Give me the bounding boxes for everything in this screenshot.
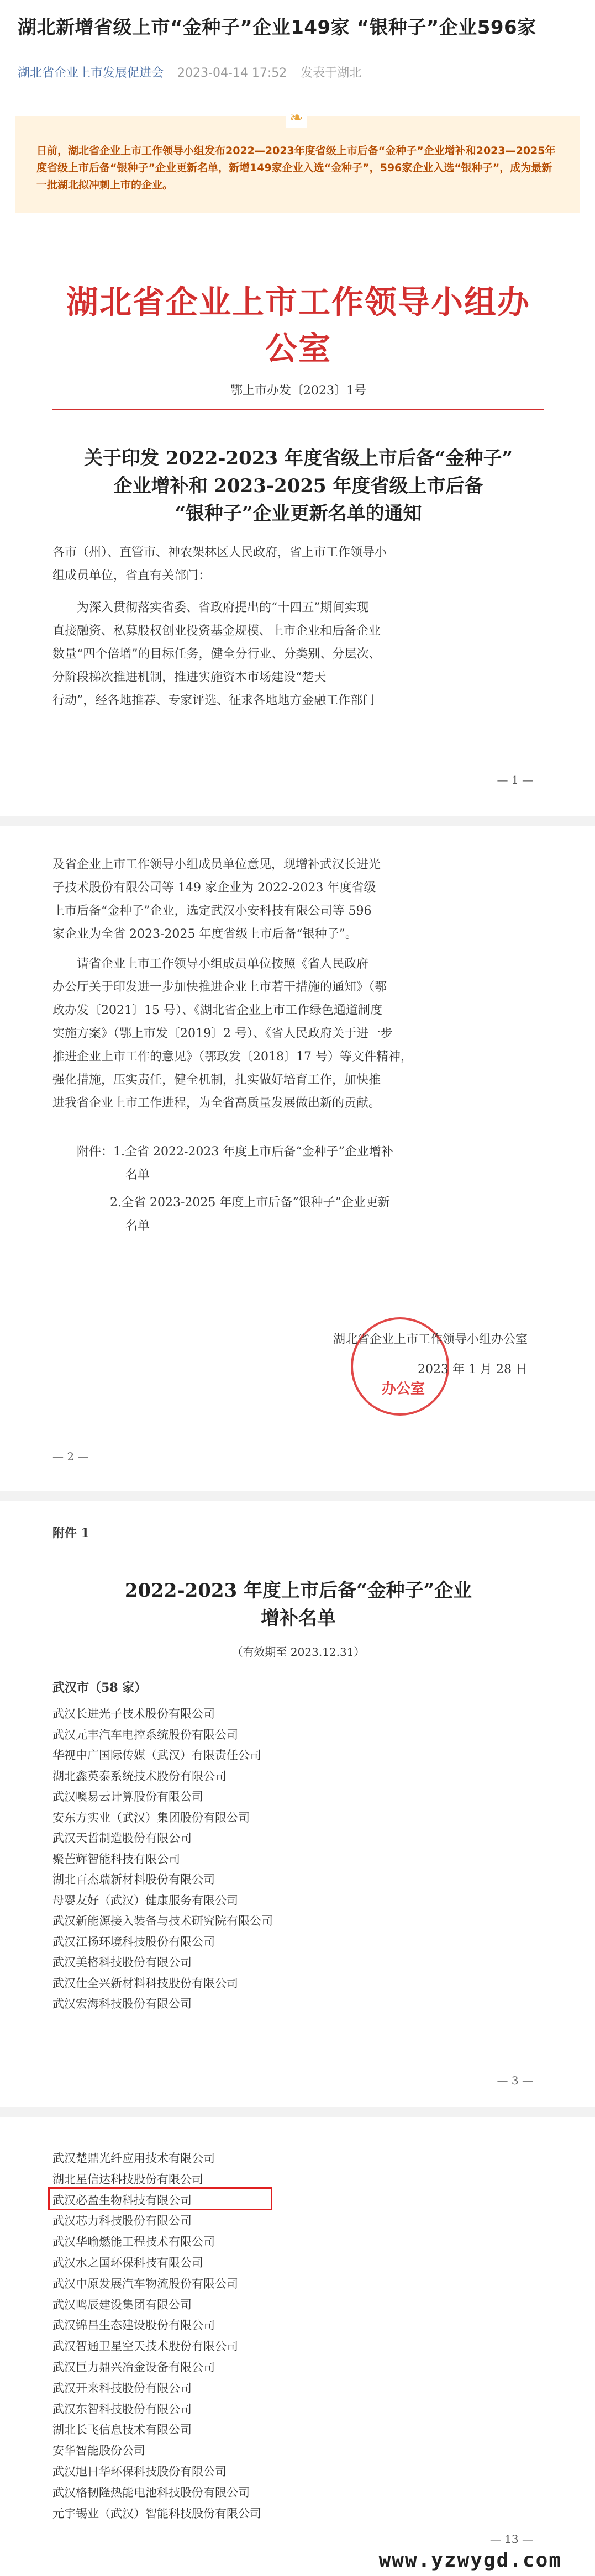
list-item: 聚芒辉智能科技有限公司 — [52, 1852, 180, 1866]
para-line: 及省企业上市工作领导小组成员单位意见，现增补武汉长进光 — [52, 858, 381, 872]
doc-title — [52, 445, 544, 527]
list-item: 武汉智通卫星空天技术股份有限公司 — [52, 2340, 238, 2353]
page-number: — 2 — — [52, 1450, 89, 1463]
sign-date: 2023 年 1 月 28 日 — [418, 1363, 528, 1376]
doc-title-line: 关于印发 2022-2023 年度省级上市后备“金种子” — [83, 447, 513, 469]
list-item: 武汉格韧隆热能电池科技股份有限公司 — [52, 2485, 250, 2499]
list-item: 湖北百杰瑞新材料股份有限公司 — [52, 1873, 215, 1886]
annex-title-line: 增补名单 — [261, 1607, 336, 1629]
list-item: 湖北长飞信息技术有限公司 — [52, 2423, 192, 2437]
paragraph-1 — [52, 597, 544, 712]
para-line: 强化措施，压实责任，健全机制，扎实做好培育工作，加快推 — [52, 1073, 381, 1087]
list-item: 武汉元丰汽车电控系统股份有限公司 — [52, 1728, 238, 1741]
article-title: 湖北新增省级上市“金种子”企业149家 “银种子”企业596家 — [18, 17, 536, 39]
para-line: 直接融资、私募股权创业投资基金规模、上市企业和后备企业 — [52, 624, 381, 638]
summary-text: 日前，湖北省企业上市工作领导小组发布2022—2023年度省级上市后备“金种子”企业增补和2023—2025年度省级上市后备“银种子”企业更新名单，新增149家企业入选“金种子”，596家企业入选“银种子”，成为最新一批湖北拟冲刺上市的企业。 — [36, 145, 556, 191]
publish-time: 2023-04-14 17:52 — [177, 66, 287, 80]
para-line: 政办发〔2021〕15 号）、《湖北省企业上市工作绿色通道制度 — [52, 1004, 382, 1017]
page-number: — 13 — — [489, 2532, 533, 2546]
annex-title — [52, 1577, 544, 1632]
para-line: 组成员单位，省直有关部门： — [52, 569, 211, 583]
para-line: 上市后备“金种子”企业，选定武汉小安科技有限公司等 596 — [52, 904, 372, 918]
page-number: — 3 — — [497, 2074, 533, 2087]
doc-title-line: 企业增补和 2023-2025 年度省级上市后备 — [113, 475, 483, 497]
doc-page-3 — [52, 1505, 544, 2104]
swallow-icon: ❧ — [286, 108, 307, 128]
list-item: 元宇锡业（武汉）智能科技股份有限公司 — [52, 2506, 261, 2520]
list-item: 华视中广国际传媒（武汉）有限责任公司 — [52, 1749, 261, 1762]
list-item: 武汉华喻燃能工程技术有限公司 — [52, 2235, 215, 2249]
list-item: 武汉水之国环保科技有限公司 — [52, 2256, 203, 2269]
doc-page-4 — [52, 2121, 544, 2576]
list-item: 武汉中原发展汽车物流股份有限公司 — [52, 2277, 238, 2290]
summary-box — [15, 116, 580, 213]
annex-label: 附件 1 — [52, 1526, 89, 1540]
para-line: 请省企业上市工作领导小组成员单位按照《省人民政府 — [77, 957, 369, 971]
para-line: 推进企业上市工作的意见》（鄂政发〔2018〕17 号）等文件精神， — [52, 1050, 413, 1064]
list-item: 武汉美格科技股份有限公司 — [52, 1956, 192, 1969]
city-header: 武汉市（58 家） — [52, 1681, 147, 1695]
attachment-line: 名单 — [125, 1168, 150, 1182]
list-item: 母婴友好（武汉）健康服务有限公司 — [52, 1893, 238, 1907]
para-line: 办公厅关于印发进一步加快推进企业上市若干措施的通知》（鄂 — [52, 980, 387, 994]
article-header — [0, 0, 595, 97]
para-line: 为深入贯彻落实省委、省政府提出的“十四五”期间实现 — [77, 601, 369, 615]
para-line: 行动”，经各地推荐、专家评选、征求各地地方金融工作部门 — [52, 694, 375, 708]
attachment-line: 名单 — [125, 1219, 150, 1233]
attachment-line: 2.全省 2023-2025 年度上市后备“银种子”企业更新 — [110, 1196, 390, 1210]
para-line: 数量“四个倍增”的目标任务，健全分行业、分类别、分层次、 — [52, 647, 381, 661]
para-line: 家企业为全省 2023-2025 年度省级上市后备“银种子”。 — [52, 927, 357, 941]
paragraph-3 — [52, 953, 544, 1115]
list-item: 武汉东智科技股份有限公司 — [52, 2402, 192, 2416]
doc-page-2 — [52, 831, 544, 1488]
annex-validity: （有效期至 2023.12.31） — [231, 1645, 365, 1659]
list-item: 武汉锦昌生态建设股份有限公司 — [52, 2319, 215, 2332]
salutation — [52, 541, 544, 588]
list-item: 武汉噢易云计算股份有限公司 — [52, 1790, 203, 1803]
list-item: 安华智能股份公司 — [52, 2444, 145, 2458]
watermark: www.yzwygd.com — [378, 2549, 562, 2572]
seal-text: 办公室 — [382, 1381, 425, 1397]
list-item: 武汉鸣辰建设集团有限公司 — [52, 2298, 192, 2311]
page-gap — [0, 2107, 595, 2117]
publish-location: 发表于湖北 — [301, 66, 362, 80]
sign-block — [240, 1328, 528, 1381]
doc-number: 鄂上市办发〔2023〕1号 — [230, 384, 366, 398]
list-item: 武汉长进光子技术股份有限公司 — [52, 1707, 215, 1720]
company-list-1 — [52, 1704, 273, 2015]
list-item: 武汉新能源接入装备与技术研究院有限公司 — [52, 1914, 273, 1928]
list-item-highlighted: 武汉必盈生物科技有限公司 — [52, 2193, 192, 2207]
annex-title-line: 2022-2023 年度上市后备“金种子”企业 — [124, 1580, 472, 1602]
list-item: 武汉天哲制造股份有限公司 — [52, 1831, 192, 1845]
list-item: 武汉开来科技股份有限公司 — [52, 2381, 192, 2395]
list-item: 武汉仕全兴新材料科技股份有限公司 — [52, 1976, 238, 1990]
red-rule — [52, 409, 544, 410]
page-number: — 1 — — [497, 773, 533, 786]
list-item: 武汉芯力科技股份有限公司 — [52, 2214, 192, 2228]
para-line: 进我省企业上市工作进程，为全省高质量发展做出新的贡献。 — [52, 1096, 381, 1110]
highlight-box — [48, 2187, 272, 2210]
page-gap — [0, 1491, 595, 1501]
sign-org: 湖北省企业上市工作领导小组办公室 — [333, 1333, 528, 1347]
list-item: 湖北鑫英泰系统技术股份有限公司 — [52, 1769, 227, 1783]
list-item: 武汉江扬环境科技股份有限公司 — [52, 1935, 215, 1949]
attachments — [77, 1141, 530, 1238]
list-item: 武汉宏海科技股份有限公司 — [52, 1997, 192, 2010]
doc-page-1 — [52, 243, 544, 812]
paragraph-2 — [52, 853, 544, 946]
para-line: 实施方案》（鄂上市发〔2019〕2 号）、《省人民政府关于进一步 — [52, 1027, 393, 1041]
para-line: 各市（州）、直管市、神农架林区人民政府，省上市工作领导小 — [52, 546, 387, 559]
list-item: 武汉巨力鼎兴冶金设备有限公司 — [52, 2360, 215, 2374]
page-gap — [0, 816, 595, 826]
list-item: 武汉旭日华环保科技股份有限公司 — [52, 2464, 227, 2478]
article-meta — [18, 64, 361, 81]
list-item: 湖北星信达科技股份有限公司 — [52, 2172, 203, 2186]
para-line: 子技术股份有限公司等 149 家企业为 2022-2023 年度省级 — [52, 881, 376, 895]
attachment-line: 附件：1.全省 2022-2023 年度上市后备“金种子”企业增补 — [77, 1145, 393, 1159]
doc-title-line: “银种子”企业更新名单的通知 — [175, 503, 422, 525]
source-link[interactable]: 湖北省企业上市发展促进会 — [18, 66, 164, 80]
doc-issuer: 湖北省企业上市工作领导小组办公室 — [66, 283, 530, 367]
list-item: 安东方实业（武汉）集团股份有限公司 — [52, 1810, 250, 1824]
para-line: 分阶段梯次推进机制，推进实施资本市场建设“楚天 — [52, 671, 327, 684]
list-item: 武汉楚鼎光纤应用技术有限公司 — [52, 2152, 215, 2165]
